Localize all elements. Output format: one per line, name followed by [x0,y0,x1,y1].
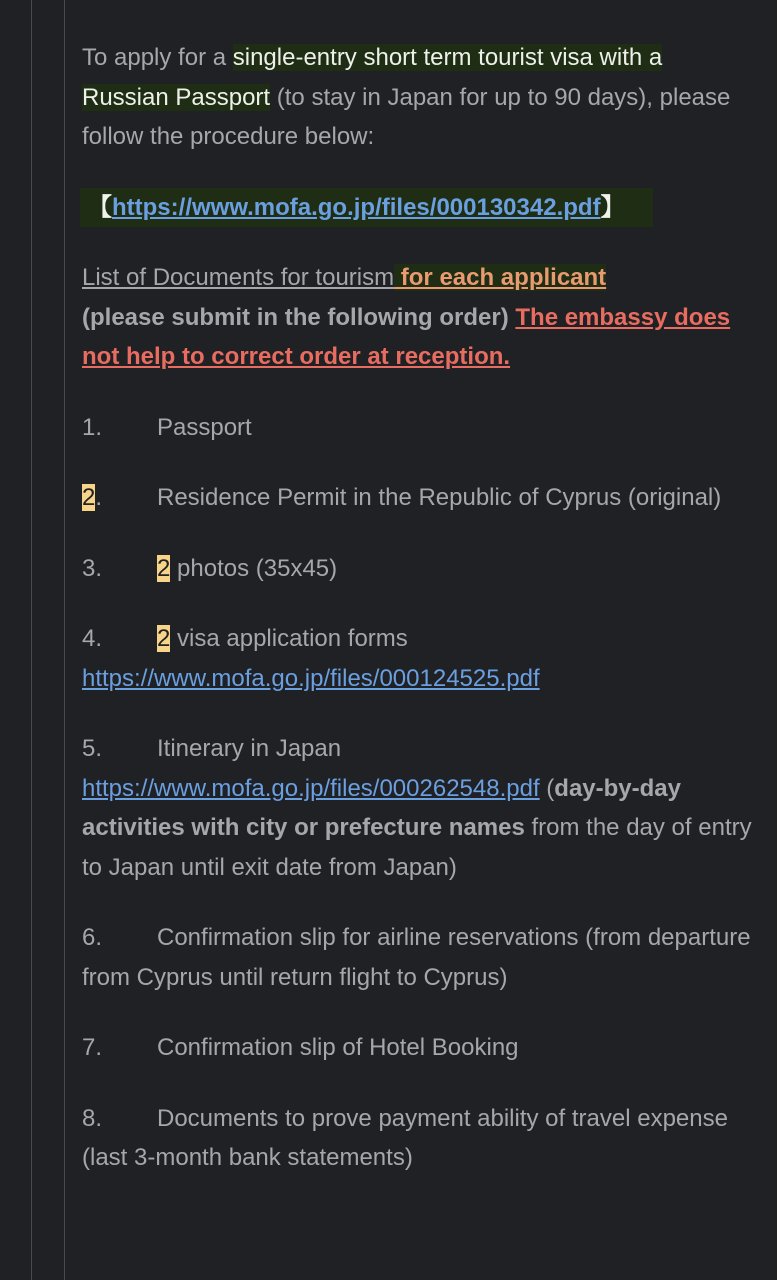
item-text: Itinerary in Japan [157,735,342,762]
intro-prefix: To apply for a [82,44,233,71]
list-item-2 [82,478,754,518]
intro-paragraph [82,38,754,157]
documents-list [82,408,754,1178]
procedure-pdf-link[interactable]: https://www.mofa.go.jp/files/000130342.pdf [112,193,601,221]
search-match-highlight: 2 [157,625,171,652]
list-item-3 [82,549,754,589]
item-number: 8. [82,1104,103,1132]
embassy-note: The embassy does not help to correct order at reception. [82,303,731,370]
item-text: Residence Permit in the Republic of Cyprus (original) [157,484,722,511]
item-number: 6. [82,924,103,951]
item-text: Documents to prove payment ability of travel expense (last 3-month bank statements) [82,1104,728,1171]
item-text: Confirmation slip for airline reservations (from departure from Cyprus until return flight to Cyprus) [82,924,751,991]
item-number: 1. [82,413,103,441]
list-item-4 [82,619,754,698]
documents-label: List of Documents for tourism [82,264,395,291]
list-item-7 [82,1028,754,1068]
message-content [82,38,754,1209]
item-text: visa application forms [170,625,408,652]
close-bracket: 】 [600,193,625,221]
item-number: 4. [82,625,103,652]
open-bracket: 【 [88,193,112,221]
documents-header [82,258,754,377]
intro-suffix: (to stay in Japan for up to 90 days), please follow the procedure below: [82,83,731,150]
list-item-1 [82,408,754,448]
list-item-8 [82,1099,754,1178]
item-text: photos (35x45) [170,554,338,582]
item-number: 7. [82,1034,103,1061]
left-border-line [31,0,32,1280]
item-number: 2. [82,484,103,511]
main-link-line [82,188,754,228]
itinerary-link[interactable]: https://www.mofa.go.jp/files/000262548.pdf [82,774,540,802]
each-applicant-label: for each applicant [394,264,607,291]
quote-border-line [64,0,65,1280]
search-match-highlight: 2 [157,554,171,582]
item-number: 3. [82,554,103,582]
itinerary-bold-note: day-by-day activities with city or prefecture names [82,774,681,841]
item-text: Passport [157,413,252,441]
search-match-highlight: 2 [82,484,96,511]
intro-highlight: single-entry short term tourist visa with a Russian Passport [82,44,663,111]
item-number: 5. [82,735,103,762]
item-text: Confirmation slip of Hotel Booking [157,1034,519,1061]
application-form-link[interactable]: https://www.mofa.go.jp/files/000124525.pdf [82,664,540,692]
list-item-5: 5. Itinerary in Japan https://www.mofa.go.jp/files/000262548.pdf (day-by-day activities with city or prefecture names from the day of entry to Japan until exit date from Japan) [82,729,754,887]
list-item-6 [82,918,754,997]
order-note: (please submit in the following order) [82,303,509,331]
